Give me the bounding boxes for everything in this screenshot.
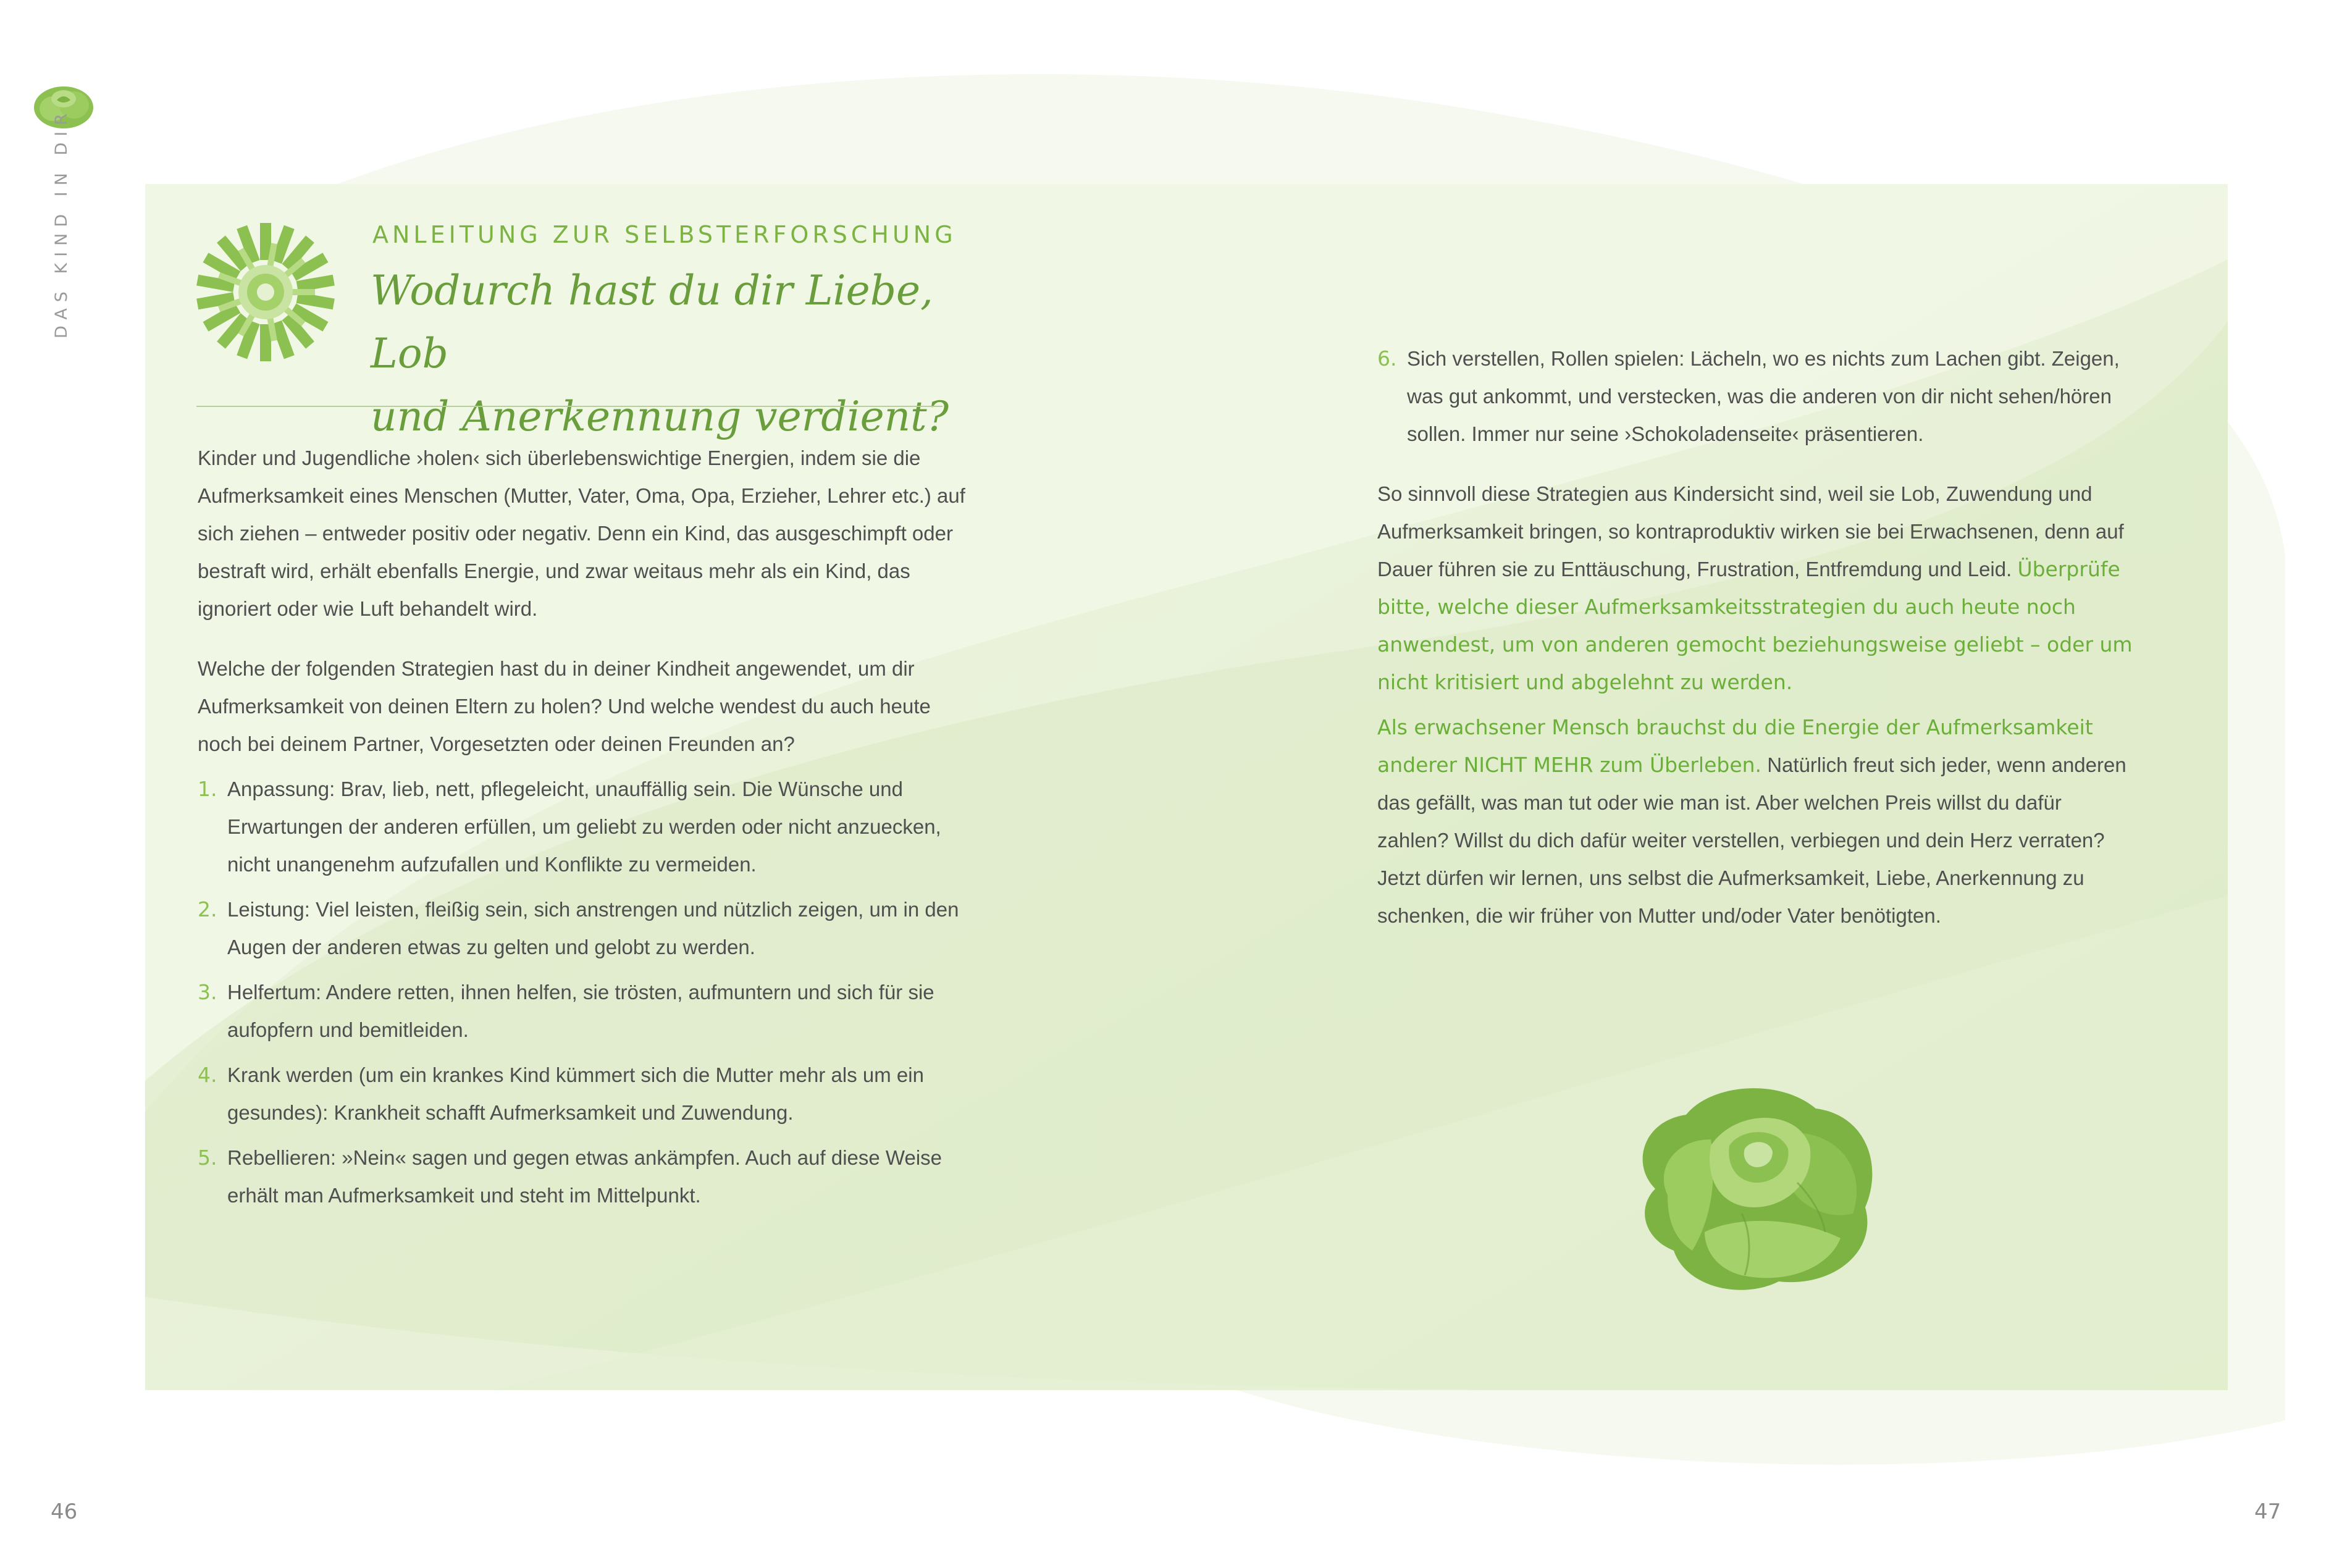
conclusion-paragraph: [1377, 708, 2137, 934]
list-item: [198, 891, 970, 966]
list-item-text: Leistung: Viel leisten, fleißig sein, sich anstrengen und nützlich zeigen, um in den Augen der anderen etwas zu gelten und gelobt zu werden.: [227, 898, 959, 958]
conclusion-text: Natürlich freut sich jeder, wenn anderen das gefällt, was man tut oder wie man ist. Aber welchen Preis willst du dafür zahlen? Willst du dich dafür weiter verstellen, verbiegen und dein Herz verraten? Jetzt dürfen wir lernen, uns selbst die Aufmerksamkeit, Liebe, Anerkennung zu schenken, die wir früher von Mutter und/oder Vater benötigten.: [1377, 753, 2126, 927]
list-item: [198, 1139, 970, 1214]
section-title-vertical: DAS KIND IN DIR: [52, 107, 71, 338]
list-item-number: 1.: [198, 777, 217, 801]
list-item-text: Anpassung: Brav, lieb, nett, pflegeleicht, unauffällig sein. Die Wünsche und Erwartungen der anderen erfüllen, um geliebt zu werden oder nicht anzuecken, nicht unangenehm aufzufallen und Konflikte zu vermeiden.: [227, 778, 941, 876]
section-kicker: ANLEITUNG ZUR SELBSTERFORSCHUNG: [372, 221, 957, 248]
right-column: [1377, 340, 2137, 934]
left-column: [198, 439, 970, 1214]
list-item-text: Sich verstellen, Rollen spielen: Lächeln, wo es nichts zum Lachen gibt. Zeigen, was gut ankommt, und verstecken, was die anderen von dir nicht sehen/hören sollen. Immer nur seine ›Schokoladenseite‹ präsentieren.: [1407, 347, 2120, 445]
conclusion-highlight: Als erwachsener Mensch brauchst du die Energie der Aufmerksamkeit anderer NICHT MEHR zum Überleben.: [1377, 715, 2093, 777]
page-title-line2: und Anerkennung verdient?: [371, 393, 949, 440]
list-item: [198, 973, 970, 1049]
question-paragraph: Welche der folgenden Strategien hast du in deiner Kindheit angewendet, um dir Aufmerksamkeit von deinen Eltern zu holen? Und welche wendest du auch heute noch bei deinem Partner, Vorgesetzten oder deinen Freunden an?: [198, 657, 931, 755]
intro-paragraph: Kinder und Jugendliche ›holen‹ sich überlebenswichtige Energien, indem sie die Aufmerksamkeit eines Menschen (Mutter, Vater, Oma, Opa, Erzieher, Lehrer etc.) auf sich ziehen – entweder positiv oder negativ. Denn ein Kind, das ausgeschimpft oder bestraft wird, erhält ebenfalls Energie, und zwar weitaus mehr als ein Kind, das ignoriert oder wie Luft behandelt wird.: [198, 447, 965, 620]
reflection-highlight: Überprüfe bitte, welche dieser Aufmerksamkeitsstrategien du auch heute noch anwendest, um von anderen gemocht beziehungsweise geliebt – oder um nicht kritisiert und abgelehnt zu werden.: [1377, 557, 2133, 694]
list-item: [198, 1056, 970, 1131]
list-item-number: 2.: [198, 897, 217, 921]
page-title-line1: Wodurch hast du dir Liebe, Lob: [371, 267, 933, 377]
reflection-paragraph: [1377, 475, 2137, 701]
list-item: [1377, 340, 2137, 453]
sunburst-icon: [196, 220, 335, 364]
list-item-number: 3.: [198, 980, 217, 1004]
list-item-number: 5.: [198, 1146, 217, 1170]
page-title: [371, 259, 963, 448]
list-item-number: 4.: [198, 1063, 217, 1087]
page-number-left: 46: [51, 1499, 78, 1524]
page-number-right: 47: [2254, 1499, 2282, 1524]
reflection-text: So sinnvoll diese Strategien aus Kindersicht sind, weil sie Lob, Zuwendung und Aufmerksamkeit bringen, so kontraproduktiv wirken sie bei Erwachsenen, denn auf Dauer führen sie zu Enttäuschung, Frustration, Entfremdung und Leid.: [1377, 482, 2124, 581]
list-item-number: 6.: [1377, 346, 1397, 371]
list-item: [198, 770, 970, 883]
title-divider: [196, 406, 942, 407]
list-item-text: Krank werden (um ein krankes Kind kümmert sich die Mutter mehr als um ein gesundes): Krankheit schafft Aufmerksamkeit und Zuwendung.: [227, 1063, 924, 1124]
list-item-text: Helfertum: Andere retten, ihnen helfen, sie trösten, aufmuntern und sich für sie aufopfern und bemitleiden.: [227, 981, 934, 1041]
list-item-text: Rebellieren: »Nein« sagen und gegen etwas ankämpfen. Auch auf diese Weise erhält man Aufmerksamkeit und steht im Mittelpunkt.: [227, 1146, 942, 1207]
rose-icon: [1618, 1071, 1890, 1300]
